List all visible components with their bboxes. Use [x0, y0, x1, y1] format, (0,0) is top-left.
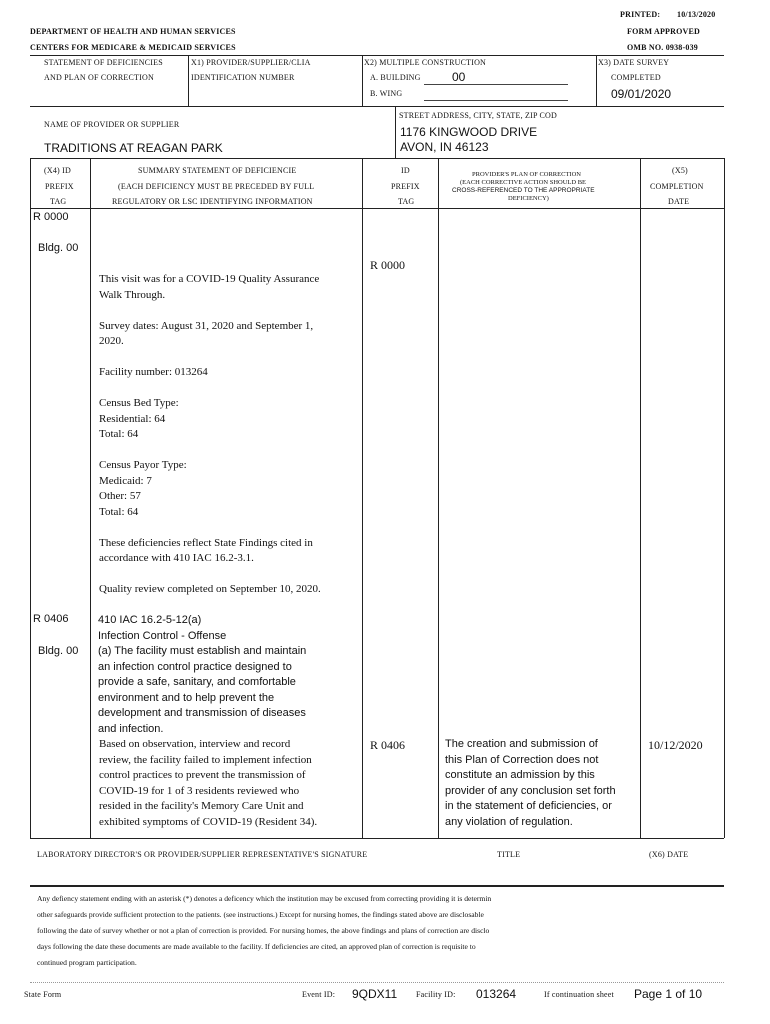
summary-line: 2020. — [99, 335, 124, 347]
plan-note: CROSS-REFERENCED TO THE APPROPRIATE — [452, 187, 595, 194]
id-tag-r0000: R 0000 — [370, 258, 406, 272]
summary-line: This visit was for a COVID-19 Quality Assurance — [99, 273, 320, 285]
finding-line: exhibited symptoms of COVID-19 (Resident 34). — [99, 815, 318, 828]
finding-line: COVID-19 for 1 of 3 residents reviewed who — [99, 784, 300, 797]
regulation-line: environment and to help prevent the — [98, 691, 275, 704]
disclaimer-line: following the date of survey whether or not a plan of correction is provided. For nursing homes, the above findings and plans of correction are disclo — [37, 926, 490, 935]
completion-date: 10/12/2020 — [648, 738, 703, 752]
completion-label: COMPLETION — [650, 182, 704, 191]
completed-label: COMPLETED — [611, 73, 661, 82]
title-label: TITLE — [497, 850, 521, 859]
regulation-line: development and transmission of diseases — [98, 707, 306, 719]
provider-clia-label: X1) PROVIDER/SUPPLIER/CLIA — [191, 58, 311, 67]
director-signature-label: LABORATORY DIRECTOR'S OR PROVIDER/SUPPLIER REPRESENTATIVE'S SIGNATURE — [37, 850, 368, 859]
address-street: 1176 KINGWOOD DRIVE — [400, 125, 538, 139]
address-label: STREET ADDRESS, CITY, STATE, ZIP COD — [399, 111, 557, 120]
signature-rule — [30, 885, 724, 887]
plan-of-correction-label: PROVIDER'S PLAN OF CORRECTION — [472, 171, 581, 178]
address-city: AVON, IN 46123 — [400, 140, 489, 154]
disclaimer-line: Any defiency statement ending with an asterisk (*) denotes a deficency which the institution may be excused from correcting providing it is determin — [37, 894, 492, 903]
regulation-line: (a) The facility must establish and maintain — [98, 645, 307, 657]
building-underline — [424, 84, 568, 85]
summary-line — [99, 350, 321, 366]
regulation-text — [98, 613, 306, 737]
plan-note: (EACH CORRECTIVE ACTION SHOULD BE — [460, 179, 587, 186]
x4-id-label: (X4) ID — [44, 166, 71, 175]
column-divider — [640, 158, 641, 838]
id-prefix-label: PREFIX — [391, 182, 420, 191]
building-tag: Bldg. 00 — [38, 645, 79, 657]
building-tag: Bldg. 00 — [38, 242, 79, 254]
summary-line: Facility number: 013264 — [99, 366, 208, 378]
summary-line: Residential: 64 — [99, 412, 166, 425]
summary-line: Total: 64 — [99, 505, 139, 518]
table-bottom-rule — [30, 838, 724, 839]
regulation-line: 410 IAC 16.2-5-12(a) — [98, 614, 202, 626]
summary-line: Census Bed Type: — [99, 397, 179, 409]
regulation-line: Infection Control - Offense — [98, 629, 227, 642]
x4-tag-label: TAG — [50, 197, 67, 206]
tag-r0000: R 0000 — [33, 211, 69, 223]
continuation-label: If continuation sheet — [544, 990, 614, 999]
regulation-line: and infection. — [98, 722, 164, 735]
findings-text — [99, 737, 317, 830]
finding-line: Based on observation, interview and record — [99, 738, 291, 750]
x5-label: (X5) — [672, 166, 688, 175]
omb-number: OMB NO. 0938-039 — [627, 43, 698, 52]
facility-id-label: Facility ID: — [416, 990, 456, 999]
summary-note: REGULATORY OR LSC IDENTIFYING INFORMATION — [112, 197, 313, 206]
disclaimer-line: days following the date these documents are made available to the facility. If deficiencies are cited, an approved plan of correction is requisite to — [37, 942, 476, 951]
rule — [30, 158, 724, 159]
plan-of-correction-text — [445, 737, 616, 830]
plan-line: this Plan of Correction does not — [445, 753, 599, 766]
divider — [188, 55, 189, 106]
department-title: DEPARTMENT OF HEALTH AND HUMAN SERVICES — [30, 27, 236, 36]
summary-line: Walk Through. — [99, 288, 166, 301]
summary-line — [99, 381, 321, 397]
finding-line: review, the facility failed to implement infection — [99, 753, 312, 766]
printed-label: PRINTED: — [620, 10, 661, 19]
building-label: A. BUILDING — [370, 73, 421, 82]
disclaimer-text — [37, 891, 491, 971]
disclaimer-line: continued program participation. — [37, 958, 137, 967]
plan-note: DEFICIENCY) — [508, 195, 549, 202]
id-tag-r0406: R 0406 — [370, 738, 406, 752]
date-survey-label: X3) DATE SURVEY — [598, 58, 670, 67]
id-tag-label: TAG — [398, 197, 415, 206]
plan-line: any violation of regulation. — [445, 815, 573, 828]
centers-title: CENTERS FOR MEDICARE & MEDICAID SERVICES — [30, 43, 236, 52]
summary-note: (EACH DEFICIENCY MUST BE PRECEDED BY FULL — [118, 182, 315, 191]
finding-line: resided in the facility's Memory Care Unit and — [99, 800, 304, 812]
column-divider — [90, 158, 91, 838]
left-border — [30, 158, 31, 838]
summary-line — [99, 520, 321, 536]
regulation-line: an infection control practice designed to — [98, 660, 292, 673]
statement-label: STATEMENT OF DEFICIENCIES — [44, 58, 163, 67]
summary-line — [99, 443, 321, 459]
summary-line: Census Payor Type: — [99, 459, 187, 471]
summary-line — [99, 303, 321, 319]
column-divider — [362, 158, 363, 838]
divider — [596, 55, 597, 106]
summary-line: Survey dates: August 31, 2020 and September 1, — [99, 319, 314, 332]
summary-label: SUMMARY STATEMENT OF DEFICIENCIE — [138, 166, 297, 175]
plan-line: constitute an admission by this — [445, 769, 595, 781]
top-rule — [30, 55, 724, 56]
plan-line: provider of any conclusion set forth — [445, 784, 616, 797]
identification-label: IDENTIFICATION NUMBER — [191, 73, 295, 82]
building-value: 00 — [452, 70, 466, 84]
provider-name-label: NAME OF PROVIDER OR SUPPLIER — [44, 120, 180, 129]
printed-date: 10/13/2020 — [677, 10, 716, 19]
id-label: ID — [401, 166, 410, 175]
x6-date-label: (X6) DATE — [649, 850, 689, 859]
multiple-construction-label: X2) MULTIPLE CONSTRUCTION — [364, 58, 487, 67]
summary-line: accordance with 410 IAC 16.2-3.1. — [99, 552, 254, 564]
divider — [395, 106, 396, 158]
date-survey-value: 09/01/2020 — [611, 87, 672, 101]
summary-statement — [99, 272, 321, 598]
plan-label: AND PLAN OF CORRECTION — [44, 73, 154, 82]
plan-line: in the statement of deficiencies, or — [445, 800, 612, 812]
summary-line: Other: 57 — [99, 490, 141, 502]
regulation-line: provide a safe, sanitary, and comfortable — [98, 676, 296, 688]
summary-line: Total: 64 — [99, 428, 139, 440]
event-id-value: 9QDX11 — [352, 987, 398, 1001]
right-border — [724, 158, 725, 838]
summary-line: Quality review completed on September 10, 2020. — [99, 583, 321, 595]
facility-id-value: 013264 — [476, 987, 517, 1001]
plan-line: The creation and submission of — [445, 738, 598, 750]
form-approved: FORM APPROVED — [627, 27, 701, 36]
summary-line: These deficiencies reflect State Findings cited in — [99, 536, 313, 549]
wing-label: B. WING — [370, 89, 403, 98]
event-id-label: Event ID: — [302, 990, 336, 999]
tag-r0406: R 0406 — [33, 613, 69, 625]
x4-prefix-label: PREFIX — [45, 182, 74, 191]
date-label: DATE — [668, 197, 690, 206]
summary-line — [99, 567, 321, 583]
footer-rule — [30, 982, 724, 983]
page-number: Page 1 of 10 — [634, 987, 703, 1001]
column-header-rule — [30, 208, 724, 209]
state-form-label: State Form — [24, 990, 62, 999]
column-divider — [438, 158, 439, 838]
wing-underline — [424, 100, 568, 101]
provider-name: TRADITIONS AT REAGAN PARK — [44, 141, 223, 155]
finding-line: control practices to prevent the transmission of — [99, 769, 306, 781]
disclaimer-line: other safeguards provide sufficient protection to the patients. (see instructions.) Except for nursing homes, the findings stated above are disclosable — [37, 910, 484, 919]
divider — [362, 55, 363, 106]
rule — [30, 106, 724, 107]
summary-line: Medicaid: 7 — [99, 474, 152, 487]
